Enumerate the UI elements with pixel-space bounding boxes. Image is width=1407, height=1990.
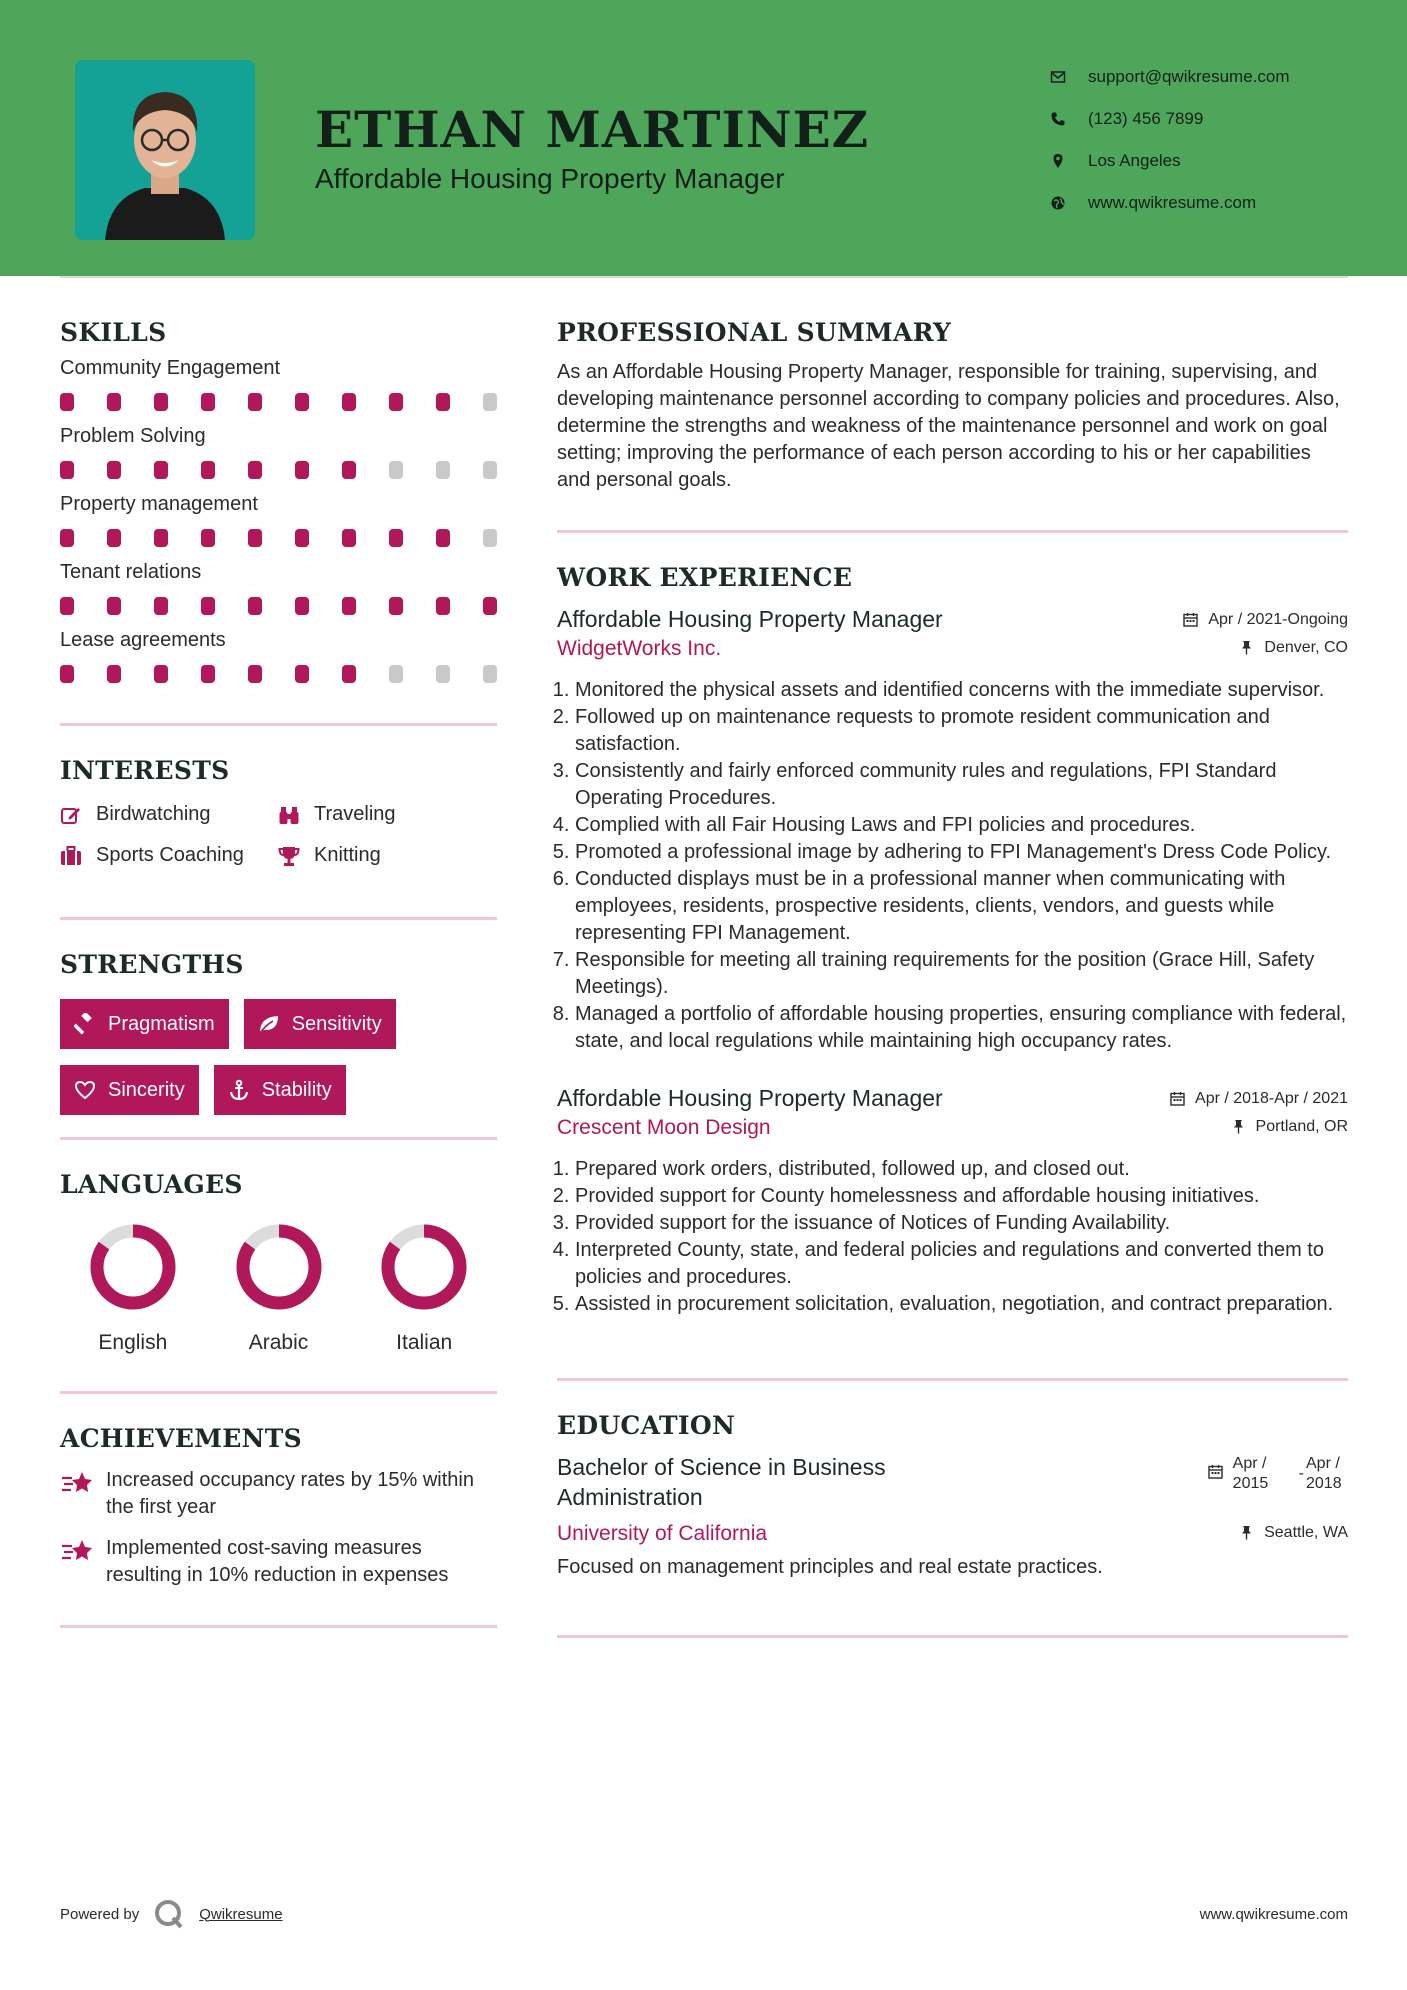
education-entry xyxy=(557,1452,1348,1581)
language-item xyxy=(206,1221,352,1355)
achievements-list xyxy=(60,1467,497,1589)
interest-item: Birdwatching xyxy=(60,803,278,826)
skill-dot xyxy=(248,529,262,547)
duty-item: 4. Complied with all Fair Housing Laws and FPI policies and procedures. xyxy=(575,812,1348,839)
skill-dot xyxy=(342,393,356,411)
header-divider xyxy=(60,276,1348,278)
job-title: Affordable Housing Property Manager xyxy=(557,606,943,632)
language-item xyxy=(60,1221,206,1355)
shooting-star-icon xyxy=(60,1537,94,1565)
education-date: Apr / 2015 - Apr / 2018 xyxy=(1208,1454,1348,1494)
skill-dot xyxy=(201,529,215,547)
duty-item: 5. Promoted a professional image by adhering to FPI Management's Dress Code Policy. xyxy=(575,839,1348,866)
strengths-list xyxy=(60,999,497,1115)
profile-photo xyxy=(75,60,255,240)
skill-dot xyxy=(389,597,403,615)
achievement-item: Increased occupancy rates by 15% within the first year xyxy=(60,1467,497,1521)
language-donut xyxy=(378,1221,470,1313)
skill-dot xyxy=(295,665,309,683)
skill-dot xyxy=(389,529,403,547)
pushpin-icon xyxy=(1239,1525,1254,1540)
education-description: Focused on management principles and real estate practices. xyxy=(557,1556,1103,1578)
school-name: University of California xyxy=(557,1522,768,1545)
languages-divider xyxy=(60,1391,497,1394)
contact-website[interactable]: www.qwikresume.com xyxy=(1050,182,1380,224)
skill-dot xyxy=(248,393,262,411)
skill-dot xyxy=(389,461,403,479)
skill-dot xyxy=(154,393,168,411)
skills-title: SKILLS xyxy=(60,318,167,347)
interests-list xyxy=(60,803,497,867)
envelope-icon xyxy=(1050,69,1066,85)
duty-item: 4. Interpreted County, state, and federal policies and regulations and converted them to policies and procedures. xyxy=(575,1237,1348,1291)
skills-list xyxy=(60,355,497,683)
job-location: Denver, CO xyxy=(1239,639,1348,657)
right-column xyxy=(557,318,1348,1638)
skill-dot xyxy=(201,597,215,615)
skill-dot xyxy=(436,597,450,615)
skill-dot xyxy=(107,665,121,683)
contact-phone[interactable]: (123) 456 7899 xyxy=(1050,98,1380,140)
experience-divider xyxy=(557,1378,1348,1381)
languages-title: LANGUAGES xyxy=(60,1170,243,1199)
job-date: Apr / 2018-Apr / 2021 xyxy=(1170,1090,1348,1108)
person-avatar-icon xyxy=(75,60,255,240)
duty-item: 2. Provided support for County homelessness and affordable housing initiatives. xyxy=(575,1183,1348,1210)
skill-dot xyxy=(295,529,309,547)
skill-dot xyxy=(201,665,215,683)
skill-dot xyxy=(436,529,450,547)
duty-item: 3. Consistently and fairly enforced community rules and regulations, FPI Standard Operating Procedures. xyxy=(575,758,1348,812)
interest-item: Knitting xyxy=(278,844,478,867)
strengths-divider xyxy=(60,1137,497,1140)
education-divider xyxy=(557,1635,1348,1638)
skill-name: Property management xyxy=(60,493,258,515)
skill-dot xyxy=(342,461,356,479)
duty-item: 5. Assisted in procurement solicitation, evaluation, negotiation, and contract preparation. xyxy=(575,1291,1348,1318)
languages-list xyxy=(60,1221,497,1355)
binoculars-icon xyxy=(278,804,300,826)
skill-name: Tenant relations xyxy=(60,561,202,583)
job-title: Affordable Housing Property Manager xyxy=(557,1085,943,1111)
job-entry xyxy=(557,606,1348,1055)
skill-dot xyxy=(436,461,450,479)
skill-dot xyxy=(248,597,262,615)
strengths-title: STRENGTHS xyxy=(60,950,244,979)
skill-dot xyxy=(389,393,403,411)
skill-dot xyxy=(107,393,121,411)
language-item xyxy=(351,1221,497,1355)
footer-url[interactable]: www.qwikresume.com xyxy=(1199,1906,1348,1923)
company-name: WidgetWorks Inc. xyxy=(557,637,722,660)
skill-dot xyxy=(60,393,74,411)
contact-list xyxy=(1050,56,1380,224)
leaf-icon xyxy=(258,1013,280,1035)
duty-item: 1. Prepared work orders, distributed, followed up, and closed out. xyxy=(575,1156,1348,1183)
duties-list xyxy=(557,677,1348,1055)
interest-item: Sports Coaching xyxy=(60,844,278,867)
skill-rating xyxy=(60,529,497,547)
summary-text: As an Affordable Housing Property Manager, responsible for training, supervising, and developing maintenance personnel according to company policies and procedures. Also, determine the strengths and weakness of the maintenance personnel and work on goal setting; improving the performance of each person according to his or her capabilities and personal goals. xyxy=(557,361,1340,491)
skill-dot xyxy=(107,597,121,615)
skill-dot xyxy=(201,461,215,479)
skill-dot xyxy=(154,529,168,547)
strength-tag: Sensitivity xyxy=(244,999,396,1049)
anchor-icon xyxy=(228,1079,250,1101)
calendar-icon xyxy=(1208,1464,1223,1479)
qwikresume-link[interactable]: Qwikresume xyxy=(199,1905,283,1923)
candidate-role: Affordable Housing Property Manager xyxy=(315,163,785,194)
duty-item: 7. Responsible for meeting all training requirements for the position (Grace Hill, Safety Meetings). xyxy=(575,947,1348,1001)
resume-header xyxy=(0,0,1407,276)
skill-name: Problem Solving xyxy=(60,425,206,447)
strength-tag: Stability xyxy=(214,1065,346,1115)
language-name: Arabic xyxy=(248,1331,309,1354)
skill-rating xyxy=(60,461,497,479)
calendar-icon xyxy=(1183,612,1198,627)
left-column xyxy=(60,318,497,1628)
skill-name: Lease agreements xyxy=(60,629,226,651)
heart-icon xyxy=(74,1079,96,1101)
interests-divider xyxy=(60,917,497,920)
achievement-item: Implemented cost-saving measures resulting in 10% reduction in expenses xyxy=(60,1535,497,1589)
job-location: Portland, OR xyxy=(1231,1118,1348,1136)
skill-dot xyxy=(483,461,497,479)
skill-dot xyxy=(60,461,74,479)
language-name: English xyxy=(98,1331,168,1354)
strength-tag: Pragmatism xyxy=(60,999,229,1049)
candidate-name: ETHAN MARTINEZ xyxy=(315,100,870,159)
shooting-star-icon xyxy=(60,1469,94,1497)
skill-dot xyxy=(107,529,121,547)
skill-dot xyxy=(201,393,215,411)
skill-dot xyxy=(154,597,168,615)
skill-dot xyxy=(295,393,309,411)
skill-dot xyxy=(483,597,497,615)
skill-dot xyxy=(154,461,168,479)
skill-dot xyxy=(483,393,497,411)
contact-location: Los Angeles xyxy=(1050,140,1380,182)
degree-title: Bachelor of Science in Business Administration xyxy=(557,1454,886,1510)
achievements-title: ACHIEVEMENTS xyxy=(60,1424,302,1453)
contact-email[interactable]: support@qwikresume.com xyxy=(1050,56,1380,98)
calendar-icon xyxy=(1170,1091,1185,1106)
job-date: Apr / 2021-Ongoing xyxy=(1183,611,1348,629)
skill-dot xyxy=(342,597,356,615)
interests-title: INTERESTS xyxy=(60,756,230,785)
skill-rating xyxy=(60,665,497,683)
map-pin-icon xyxy=(1050,153,1066,169)
summary-title: PROFESSIONAL SUMMARY xyxy=(557,318,952,347)
globe-icon xyxy=(1050,195,1066,211)
pencil-square-icon xyxy=(60,804,82,826)
achievements-divider xyxy=(60,1625,497,1628)
education-location: Seattle, WA xyxy=(1239,1524,1348,1542)
trophy-icon xyxy=(278,845,300,867)
education-title: EDUCATION xyxy=(557,1411,736,1440)
footer-powered-by: Powered by Qwikresume xyxy=(60,1898,283,1930)
skill-dot xyxy=(60,597,74,615)
skill-name: Community Engagement xyxy=(60,357,281,379)
skill-dot xyxy=(60,665,74,683)
skill-dot xyxy=(483,665,497,683)
interest-item: Traveling xyxy=(278,803,478,826)
skill-dot xyxy=(154,665,168,683)
phone-icon xyxy=(1050,111,1066,127)
suitcase-icon xyxy=(60,845,82,867)
duty-item: 8. Managed a portfolio of affordable housing properties, ensuring compliance with federal, state, and local regulations while maintaining high occupancy rates. xyxy=(575,1001,1348,1055)
skill-dot xyxy=(389,665,403,683)
gavel-icon xyxy=(74,1013,96,1035)
company-name: Crescent Moon Design xyxy=(557,1116,771,1139)
pushpin-icon xyxy=(1231,1119,1246,1134)
language-name: Italian xyxy=(396,1331,453,1354)
skill-dot xyxy=(107,461,121,479)
duties-list xyxy=(557,1156,1348,1318)
skill-rating xyxy=(60,597,497,615)
language-donut xyxy=(87,1221,179,1313)
experience-title: WORK EXPERIENCE xyxy=(557,563,853,592)
skill-rating xyxy=(60,393,497,411)
duty-item: 3. Provided support for the issuance of Notices of Funding Availability. xyxy=(575,1210,1348,1237)
skill-dot xyxy=(248,665,262,683)
summary-divider xyxy=(557,530,1348,533)
duty-item: 1. Monitored the physical assets and identified concerns with the immediate supervisor. xyxy=(575,677,1348,704)
skill-dot xyxy=(342,665,356,683)
skill-dot xyxy=(483,529,497,547)
strength-tag: Sincerity xyxy=(60,1065,199,1115)
skill-dot xyxy=(60,529,74,547)
language-donut xyxy=(233,1221,325,1313)
skills-divider xyxy=(60,723,497,726)
job-entry xyxy=(557,1085,1348,1318)
qwikresume-logo-icon xyxy=(153,1898,185,1930)
duty-item: 2. Followed up on maintenance requests to promote resident communication and satisfaction. xyxy=(575,704,1348,758)
duty-item: 6. Conducted displays must be in a professional manner when communicating with employees, residents, prospective residents, clients, vendors, and guests while representing FPI Management. xyxy=(575,866,1348,947)
skill-dot xyxy=(342,529,356,547)
skill-dot xyxy=(295,461,309,479)
skill-dot xyxy=(436,665,450,683)
skill-dot xyxy=(295,597,309,615)
pushpin-icon xyxy=(1239,640,1254,655)
skill-dot xyxy=(248,461,262,479)
skill-dot xyxy=(436,393,450,411)
